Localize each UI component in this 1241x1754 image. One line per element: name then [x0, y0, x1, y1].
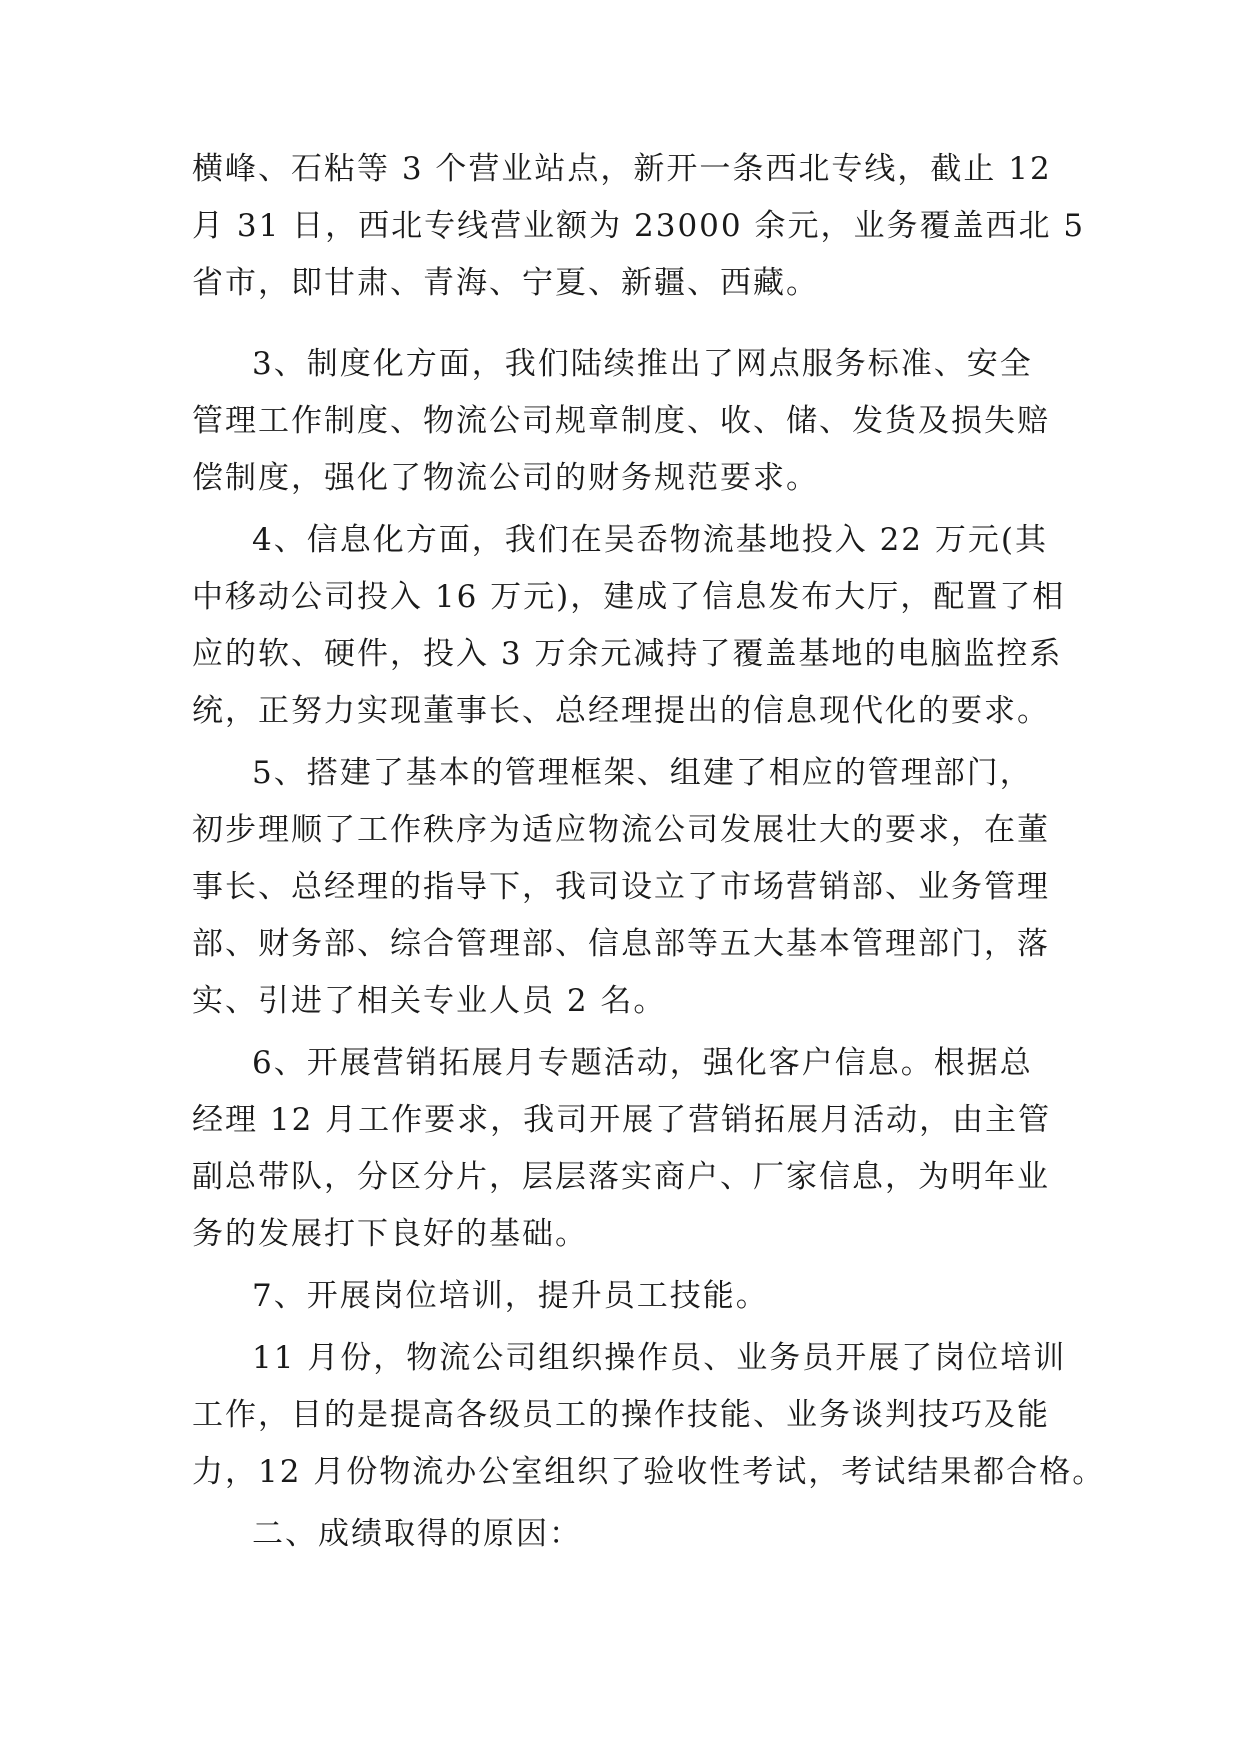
text-line: 管理工作制度、物流公司规章制度、收、储、发货及损失赔 [192, 403, 1050, 439]
text-line: 部、财务部、综合管理部、信息部等五大基本管理部门，落 [192, 926, 1050, 962]
text-line: 3、制度化方面，我们陆续推出了网点服务标准、安全 [252, 346, 1033, 382]
text-line: 中移动公司投入 16 万元)，建成了信息发布大厅，配置了相 [192, 579, 1066, 615]
text-line: 务的发展打下良好的基础。 [192, 1216, 588, 1252]
text-line: 统，正努力实现董事长、总经理提出的信息现代化的要求。 [192, 693, 1050, 729]
text-line: 偿制度，强化了物流公司的财务规范要求。 [192, 460, 819, 496]
text-line: 力，12 月份物流办公室组织了验收性考试，考试结果都合格。 [192, 1454, 1106, 1490]
text-line: 实、引进了相关专业人员 2 名。 [192, 983, 667, 1019]
text-line: 5、搭建了基本的管理框架、组建了相应的管理部门， [252, 755, 1033, 791]
text-line: 经理 12 月工作要求，我司开展了营销拓展月活动，由主管 [192, 1102, 1052, 1138]
text-line: 工作，目的是提高各级员工的操作技能、业务谈判技巧及能 [192, 1397, 1050, 1433]
text-line: 副总带队，分区分片，层层落实商户、厂家信息，为明年业 [192, 1159, 1050, 1195]
text-line: 初步理顺了工作秩序为适应物流公司发展壮大的要求，在董 [192, 812, 1050, 848]
text-line: 省市，即甘肃、青海、宁夏、新疆、西藏。 [192, 265, 819, 301]
text-line: 4、信息化方面，我们在吴岙物流基地投入 22 万元(其 [252, 522, 1048, 558]
section-heading: 二、成绩取得的原因： [252, 1516, 582, 1552]
text-line: 6、开展营销拓展月专题活动，强化客户信息。根据总 [252, 1045, 1033, 1081]
text-line: 应的软、硬件，投入 3 万余元减持了覆盖基地的电脑监控系 [192, 636, 1063, 672]
text-line: 7、开展岗位培训，提升员工技能。 [252, 1278, 769, 1314]
text-line: 事长、总经理的指导下，我司设立了市场营销部、业务管理 [192, 869, 1050, 905]
text-line: 横峰、石粘等 3 个营业站点，新开一条西北专线，截止 12 [192, 151, 1052, 187]
text-line: 11 月份，物流公司组织操作员、业务员开展了岗位培训 [252, 1340, 1067, 1376]
text-line: 月 31 日，西北专线营业额为 23000 余元，业务覆盖西北 5 [192, 208, 1086, 244]
